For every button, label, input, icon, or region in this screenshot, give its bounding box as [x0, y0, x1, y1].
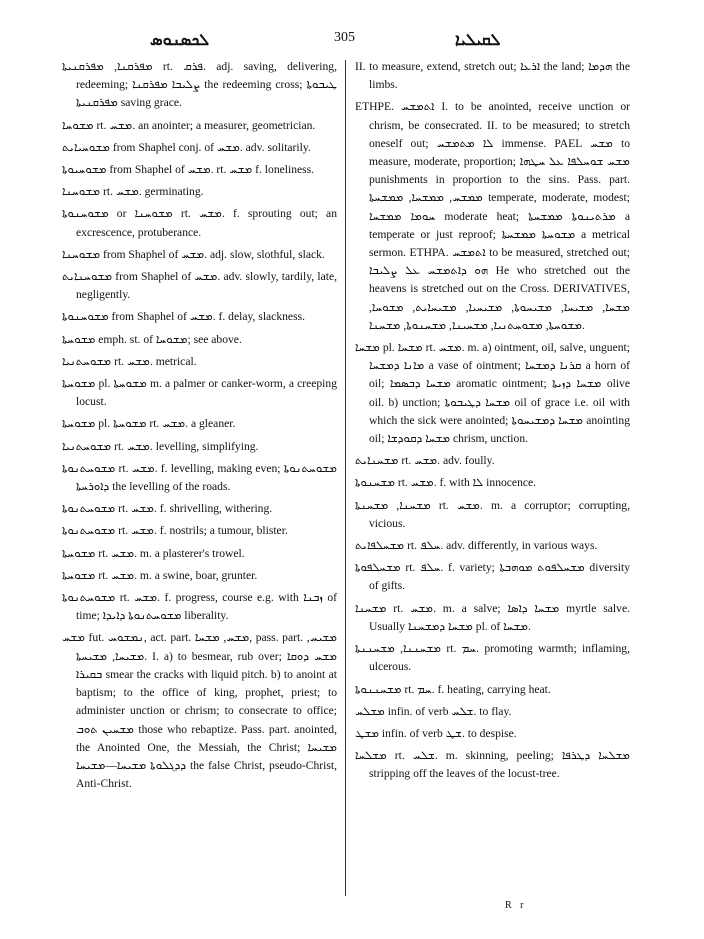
dictionary-entry: ܡܫܘܚܬܐ pl. ܡܫܘܚܬܐ m. a palmer or canker-worm, a creeping locust. [62, 377, 337, 409]
left-column [62, 58, 337, 797]
running-head-right: ܠܩܝܠܝܐ [455, 30, 501, 49]
dictionary-entry: ܡܫܘܚܬܢܝܐ rt. ܡܫܚ. metrical. [62, 354, 197, 368]
dictionary-entry: ܡܫܘܚܢܐܝܬ from Shaphel of ܡܫܚ. adv. slowly, tardily, late, negligently. [62, 270, 337, 302]
dictionary-entry: ܡܫܠܚ infin. of verb ܫܠܚ. to flay. [355, 704, 512, 718]
dictionary-entry: ܡܫܚܢܢܐ, ܡܫܚܢܢܬܐ rt. ܚܡ. promoting warmth; inflaming, ulcerous. [355, 642, 631, 674]
dictionary-entry: ܡܫܚܢܐܝܬ rt. ܡܫܚ. adv. foully. [355, 454, 495, 468]
dictionary-entry: ܡܫܘܚܬܢܘܬܐ rt. ܡܫܚ. f. shrivelling, withering. [62, 502, 273, 516]
dictionary-entry: ܡܫܘܚܢܐ rt. ܡܫܚ. germinating. [62, 185, 204, 199]
page-number: 305 [334, 30, 355, 45]
dictionary-entry: ܡܫܘܚܬܐ rt. ܡܫܚ. m. a plasterer's trowel. [62, 546, 245, 560]
dictionary-entry: ܡܫܘܚܐ rt. ܡܫܚ. an anointer; a measurer, geometrician. [62, 118, 316, 132]
dictionary-entry: II. to measure, extend, stretch out; ܐܪܥܐ the land; ܗܕܡܐ the limbs. [355, 60, 631, 92]
dictionary-entry: ܡܫܘܚܬܐ rt. ܡܫܚ. m. a swine, boar, grunter. [62, 568, 258, 582]
dictionary-entry: ܡܫܚܢܐ rt. ܡܫܚ. m. a salve; ܡܫܚܐ ܕܐܣܐ myrtle salve. Usually ܡܫܚܐ ܕܡܫܚܢܐ pl. of ܡܫܚܐ. [355, 601, 630, 633]
dictionary-entry: ܡܫܘܚܬܐ emph. st. of ܡܫܘܚܐ; see above. [62, 332, 242, 346]
dictionary-entry: ܡܫܘܚܬܐ pl. ܡܫܘܚܬܐ rt. ܡܫܚ. a gleaner. [62, 417, 236, 431]
dictionary-entry: ܡܫܘܚܢܘܬܐ from Shaphel of ܡܫܚ. f. delay, slackness. [62, 310, 305, 324]
dictionary-entry: ܡܫܠܚܐ rt. ܫܠܚ. m. skinning, peeling; ܡܫܠܚܐ ܕܛܪܦܐ stripping off the leaves of the locust-tree. [355, 749, 631, 781]
dictionary-entry: ܡܫܘܚܬܢܝܐ rt. ܡܫܚ. levelling, simplifying. [62, 439, 259, 453]
dictionary-entry: ܡܫܘܚܬܢܘܬܐ rt. ܡܫܚ. f. levelling, making even; ܡܫܘܚܬܢܘܬܐ ܕܐܘܪܚܬܐ the levelling of the roads. [62, 461, 337, 494]
dictionary-entry: ܡܫܘܚܝܘܬܐ from Shaphel of ܡܫܚ. rt. ܡܫܚ f. loneliness. [62, 163, 315, 177]
dictionary-entry: ܡܦܪܩܢܐ, ܡܦܪܩܢܝܬܐ rt. ܦܪܩ. adj. saving, delivering, redeeming; ܨܠܝܒܐ ܡܦܪܩܢܐ the redeeming cross; ܛܝܒܘܬܐ ܡܦܪܩܢܝܬܐ saving grace. [62, 60, 337, 110]
dictionary-entry: ܡܫܛ infin. of verb ܫܛ. to despise. [355, 726, 517, 740]
column-divider [345, 60, 346, 896]
dictionary-entry: ETHPE. ܐܬܡܫܚ I. to be anointed, receive unction or chrism, be consecrated. II. to be measured; to stretch oneself out; ܠܐ ܡܬܡܫܚ immense. PAEL ܡܫܚ to measure, moderate, proportion; ܡܫܚ ܫܘܚܠܦܐ ܥܠ ܚܛܗܐ punishments in proportion to the sins. Pass. part. ܡܡܫܚ, ܡܡܫܚܐ, ܡܡܫܚܬܐ temperate, moderate, modest; ܚܘܡܐ ܡܡܫܚܐ moderate heat; ܡܪܬܝܢܘܬܐ ܡܡܫܚܬܐ a temperate or just reproof; ܡܫܘܚܬܐ ܡܡܫܚܬܐ a metrical sermon. ETHPA. ܐܬܡܫܚ to be measured, stretched out; ܗܘ ܕܐܬܡܫܚ ܥܠ ܨܠܝܒܐ He who stretched out the heavens is stretched out on the Cross. DERIVATIVES, ܡܫܚܐ, ܡܫܝܚܐ, ܡܫܝܚܘܬܐ, ܡܫܝܚܝܐ, ܡܫܝܚܐܝܬ, ܡܫܘܚܐ, ܡܫܘܚܬܐ, ܡܫܘܚܬܢܝܐ, ܡܫܚܝܢܐ, ܡܫܚܢܘܬܐ, ܡܫܚܢܐ. [355, 100, 631, 332]
dictionary-entry: ܡܫܚܢܘܬܐ rt. ܡܫܚ. f. with ܠܐ innocence. [355, 476, 537, 490]
dictionary-entry: ܡܫܚ fut. ܢܡܫܘܚ, act. part. ܡܫܚ, ܡܫܚܐ, pass. part. ܡܫܝܚ, ܡܫܝܚܐ, ܡܫܝܚܬܐ. I. a) to besmear, rub over; ܡܫܚ ܕܘܩܐ ܒܩܝܪܐ smear the cracks with liquid pitch. b) to anoint at baptism; to the office of king, prophet, priest; to administer unction or chrism; to consecrate to office; ܡܫܚܝܢ ܬܘܒ those who rebaptize. Pass. part. anointed, the Anointed One, the Messiah, the Christ; ܡܫܝܚܐ ܕܕܓܠܘܬܐ ܡܫܝܚܐ—ܡܫܝܚܐ the false Christ, pseudo-Christ, Anti-Christ. [62, 631, 337, 791]
dictionary-entry: ܡܫܘܚܬܢܘܬܐ rt. ܡܫܚ. f. nostrils; a tumour, blister. [62, 524, 288, 538]
dictionary-entry: ܡܫܘܚܢܘܬܐ or ܡܫܘܚܢܐ rt. ܡܫܚ. f. sprouting out; an excrescence, protuberance. [62, 207, 337, 239]
dictionary-entry: ܡܫܚܢܢܘܬܐ rt. ܚܡ. f. heating, carrying heat. [355, 682, 551, 696]
dictionary-entry: ܡܫܚܐ pl. ܡܫܚܐ rt. ܡܫܚ. m. a) ointment, oil, salve, unguent; ܡܐܢܐ ܕܡܫܚܐ a vase of ointment; ܩܪܢܐ ܕܡܫܚܐ a horn of oil; ܡܫܚܐ ܕܒܣܡܐ aromatic ointment; ܡܫܚܐ ܕܙܝܬܐ olive oil. b) unction; ܡܫܚܐ ܕܛܝܒܘܬܐ oil of grace i.e. oil with which the sick were anointed; ܡܫܚܐ ܕܡܫܝܚܘܬܐ anointing oil; ܡܫܚܐ ܕܩܘܕܫܐ chrism, unction. [355, 341, 630, 446]
running-head-left: ܠܟܣܢܘܣ [150, 30, 210, 49]
dictionary-entry: ܡܫܘܚܝܐܝܬ from Shaphel conj. of ܡܫܚ. adv. solitarily. [62, 140, 311, 154]
dictionary-entry: ܡܫܚܠܦܐܝܬ rt. ܚܠܦ. adv. differently, in various ways. [355, 539, 598, 553]
dictionary-entry: ܡܫܘܚܢܐ from Shaphel of ܡܫܚ. adj. slow, slothful, slack. [62, 247, 325, 261]
signature-mark: R r [505, 900, 527, 911]
dictionary-entry: ܡܫܘܚܬܢܘܬܐ rt. ܡܫܚ. f. progress, course e.g. with ܙܒܢܐ of time; ܡܫܘܚܬܢܘܬܐ ܕܐܝܕܐ liberality. [62, 591, 337, 623]
right-column [355, 58, 630, 788]
dictionary-entry: ܡܫܚܠܦܘܬܐ rt. ܚܠܦ. f. variety; ܡܫܚܠܦܘܬ ܡܘܗܒܬܐ diversity of gifts. [355, 561, 630, 593]
page-header [0, 30, 704, 52]
dictionary-entry: ܡܫܚܢܐ, ܡܫܚܢܬܐ rt. ܡܫܚ. m. a corruptor; corrupting, vicious. [355, 498, 630, 530]
